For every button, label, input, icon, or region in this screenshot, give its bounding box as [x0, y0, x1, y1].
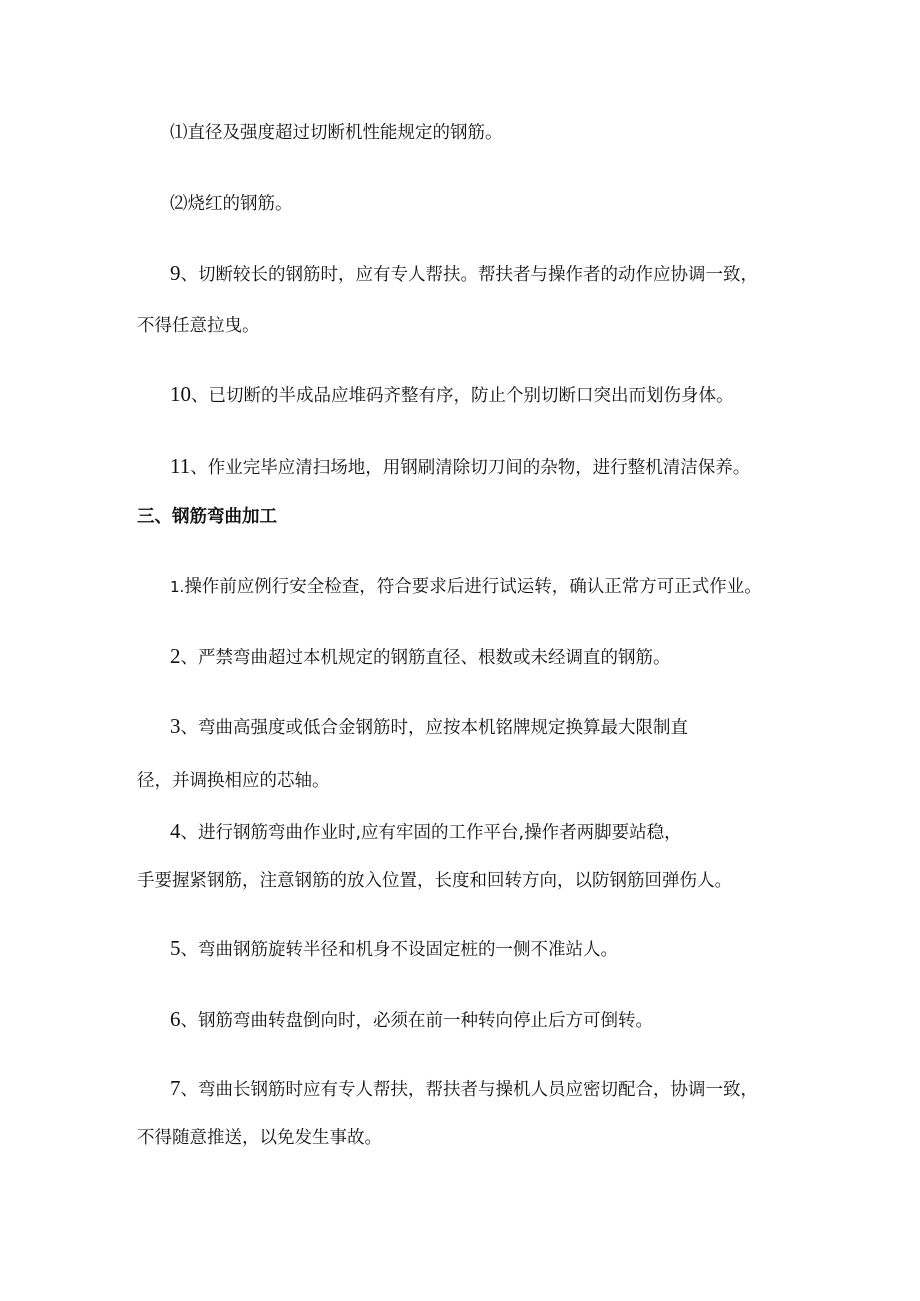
- item-number: 6: [170, 1007, 181, 1031]
- item-number: 10: [170, 382, 191, 406]
- item-text: 、切断较长的钢筋时，应有专人帮扶。帮扶者与操作者的动作应协调一致，: [180, 265, 758, 285]
- item-number: 5: [170, 936, 181, 960]
- clause-number: ⑴: [170, 123, 188, 143]
- item-text: 、弯曲钢筋旋转半径和机身不设固定桩的一侧不准站人。: [180, 940, 618, 960]
- item-number: 2: [170, 644, 181, 668]
- item-7: [170, 1077, 758, 1101]
- section-heading: [137, 506, 277, 528]
- item-text: 径，并调换相应的芯轴。: [137, 771, 330, 791]
- item-text: 手要握紧钢筋，注意钢筋的放入位置，长度和回转方向，以防钢筋回弹伤人。: [137, 871, 732, 891]
- item-text: 不得随意推送，以免发生事故。: [137, 1128, 382, 1148]
- item-number: 11: [170, 454, 191, 478]
- item-9: [170, 262, 758, 286]
- section-title: 三、钢筋弯曲加工: [137, 507, 277, 527]
- item-text: 、已切断的半成品应堆码齐整有序，防止个别切断口突出而划伤身体。: [191, 386, 734, 406]
- item-6: [170, 1008, 653, 1032]
- item-text: 、弯曲高强度或低合金钢筋时，应按本机铭牌规定换算最大限制直: [180, 718, 688, 738]
- item-number: 4: [170, 819, 181, 843]
- item-9-continuation: [137, 315, 260, 337]
- item-10: [170, 383, 734, 407]
- item-text: 、作业完毕应清扫场地，用钢刷清除切刀间的杂物，进行整机清洁保养。: [190, 458, 751, 478]
- item-2: [170, 645, 671, 669]
- clause-cut-1: [170, 122, 503, 144]
- item-number: 1.: [170, 578, 185, 596]
- item-4: [170, 820, 682, 844]
- clause-number: ⑵: [170, 194, 188, 214]
- item-4-continuation: [137, 870, 732, 892]
- item-3-continuation: [137, 770, 330, 792]
- item-text: 、钢筋弯曲转盘倒向时，必须在前一种转向停止后方可倒转。: [180, 1011, 653, 1031]
- item-number: 9: [170, 261, 181, 285]
- clause-text: 直径及强度超过切断机性能规定的钢筋。: [187, 123, 503, 143]
- item-text: 、弯曲长钢筋时应有专人帮扶，帮扶者与操机人员应密切配合，协调一致，: [180, 1080, 758, 1100]
- item-7-continuation: [137, 1127, 382, 1149]
- item-5: [170, 937, 618, 961]
- clause-cut-2: [170, 193, 293, 215]
- item-text: 不得任意拉曳。: [137, 316, 260, 336]
- clause-text: 烧红的钢筋。: [187, 194, 293, 214]
- item-number: 7: [170, 1076, 181, 1100]
- item-text: 、严禁弯曲超过本机规定的钢筋直径、根数或未经调直的钢筋。: [180, 648, 671, 668]
- item-number: 3: [170, 714, 181, 738]
- item-1: [170, 576, 762, 598]
- item-text: 操作前应例行安全检查，符合要求后进行试运转，确认正常方可正式作业。: [184, 577, 762, 597]
- item-3: [170, 715, 688, 739]
- item-text: 、进行钢筋弯曲作业时,应有牢固的工作平台,操作者两脚要站稳，: [180, 823, 682, 843]
- item-11: [170, 455, 750, 479]
